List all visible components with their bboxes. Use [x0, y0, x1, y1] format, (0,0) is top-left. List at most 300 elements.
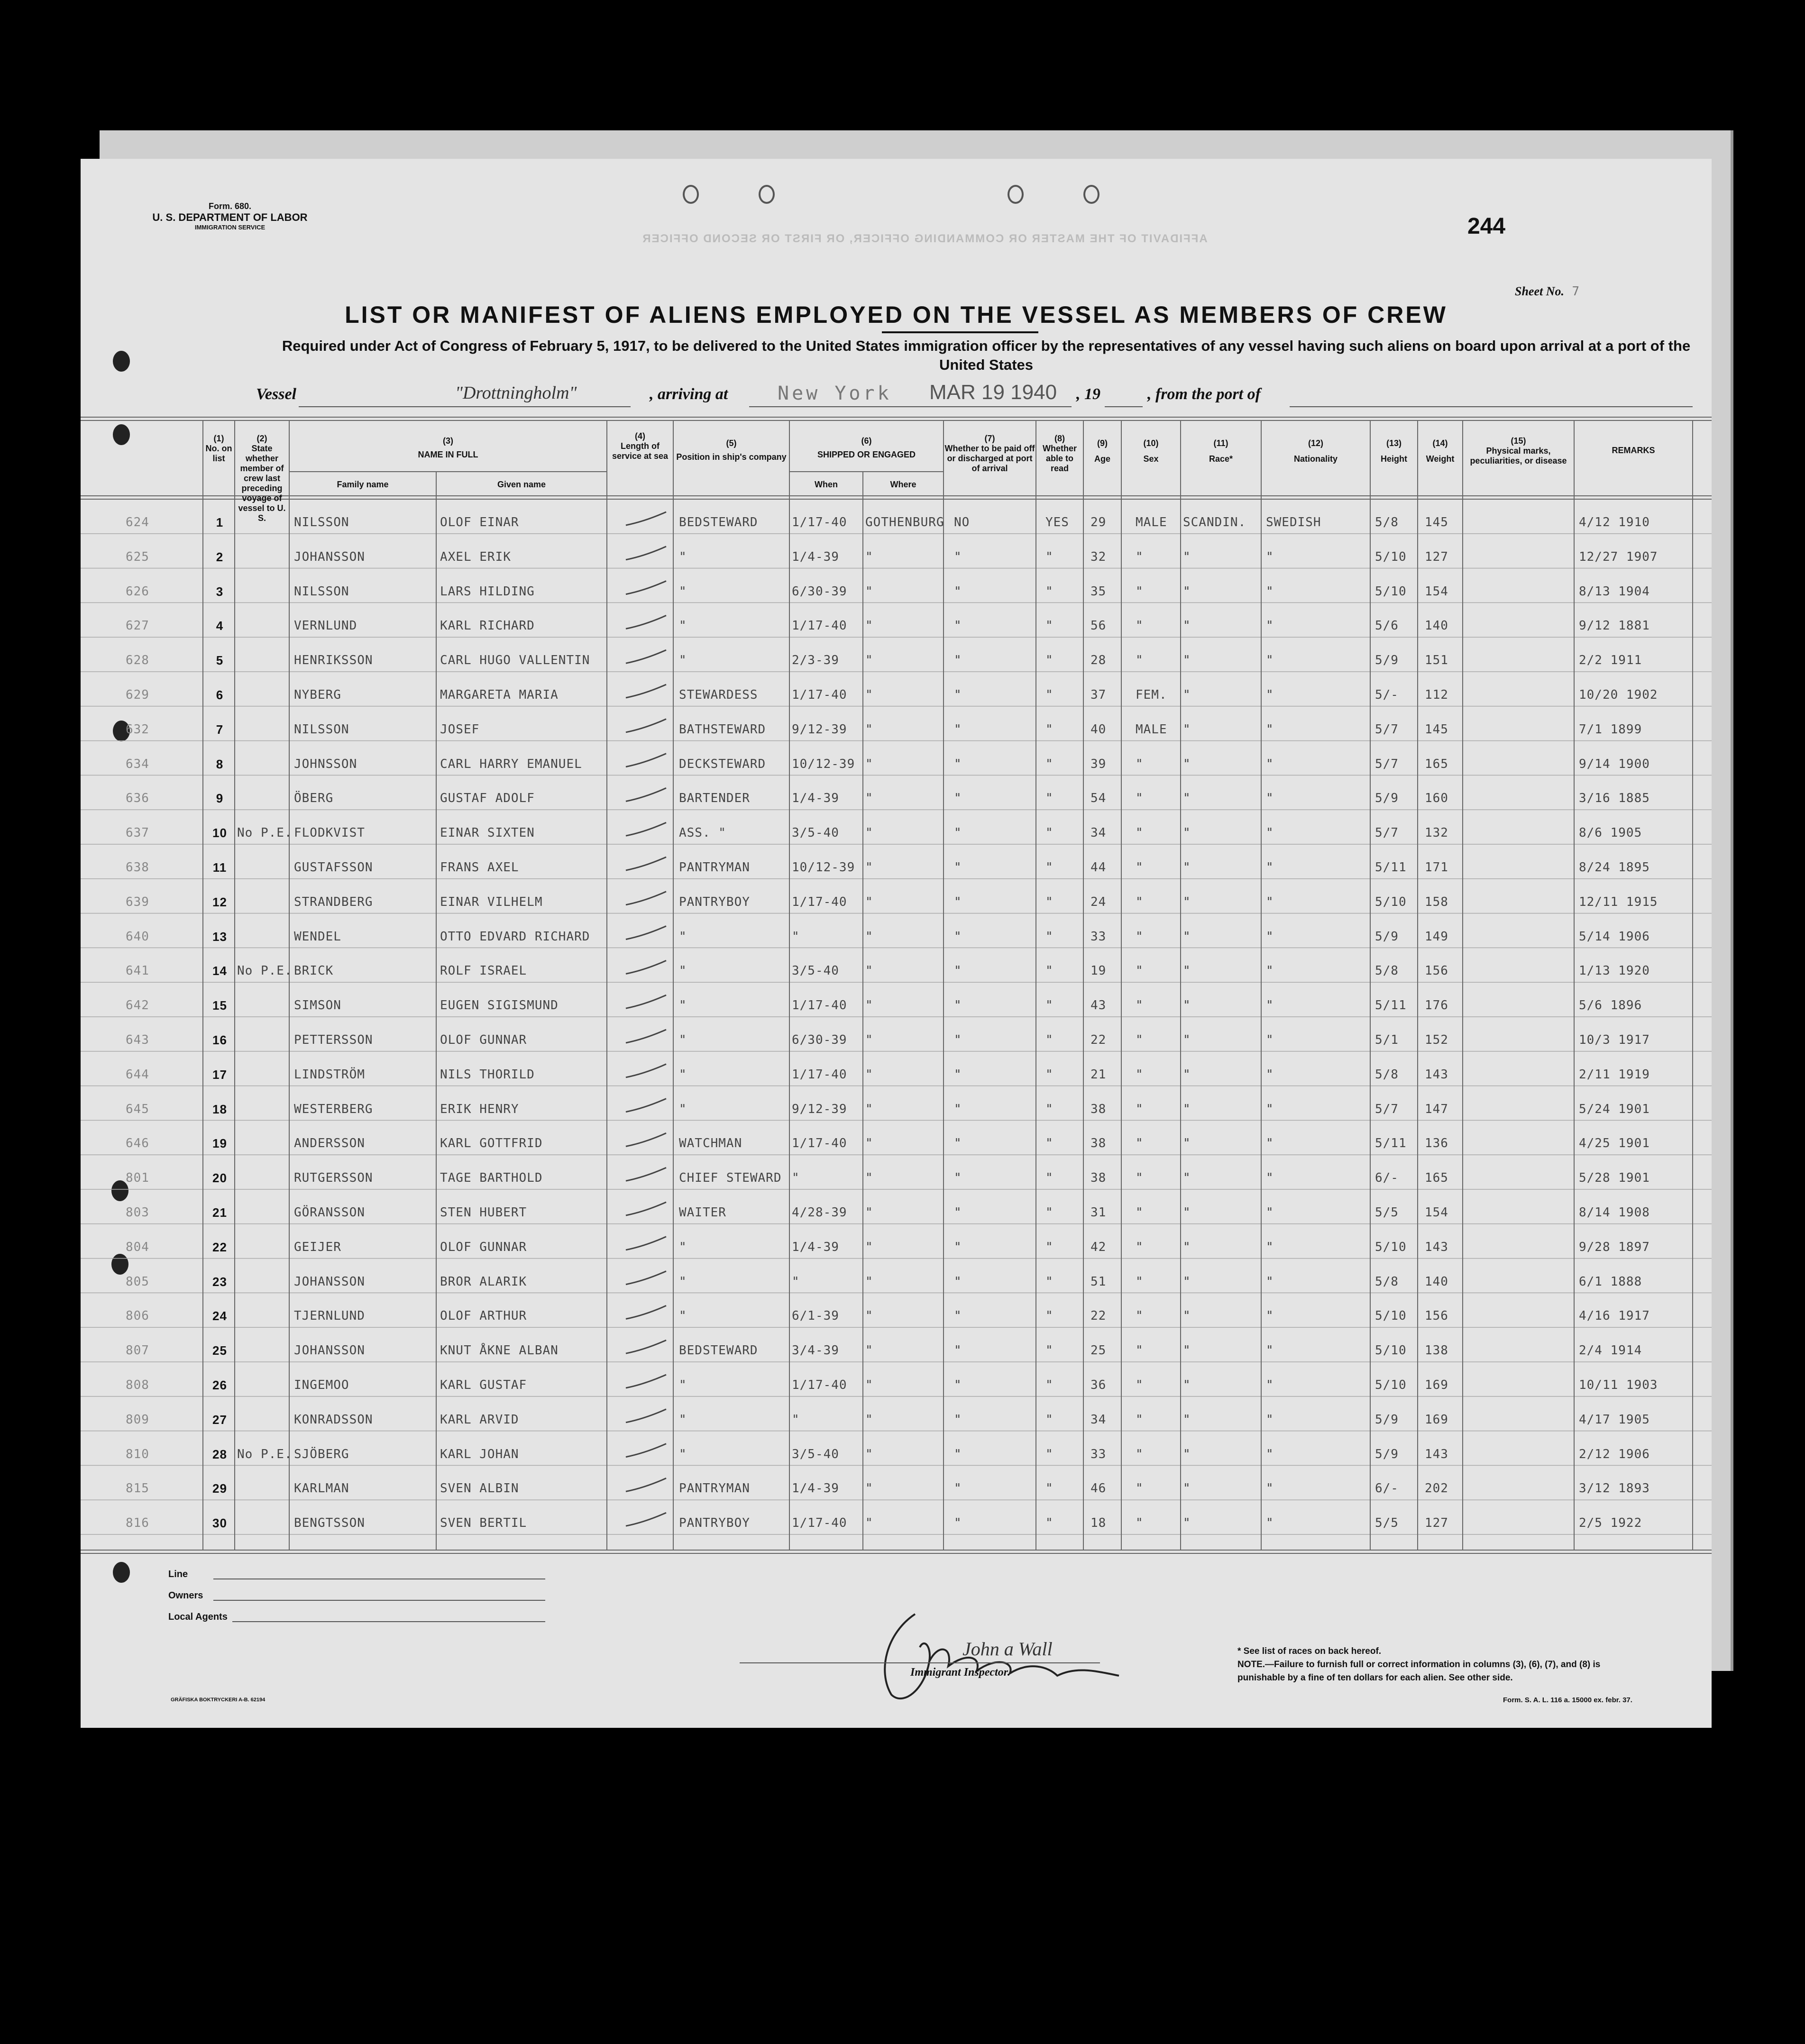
family-name: WENDEL: [294, 929, 341, 944]
sex: ": [1136, 964, 1144, 978]
able-to-read: ": [1045, 826, 1054, 840]
shipped-where: ": [865, 1171, 873, 1186]
paid-off: ": [954, 688, 962, 702]
able-to-read: ": [1045, 757, 1054, 771]
family-name: PETTERSSON: [294, 1033, 373, 1047]
remarks: 2/12 1906: [1579, 1447, 1650, 1461]
family-name: GUSTAFSSON: [294, 860, 373, 875]
given-name: OLOF EINAR: [440, 515, 519, 529]
height: 5/9: [1375, 653, 1399, 668]
shipped-when: 1/17-40: [792, 1378, 847, 1392]
paid-off: ": [954, 584, 962, 599]
race: ": [1183, 1516, 1191, 1531]
race: ": [1183, 653, 1191, 668]
sex: ": [1136, 1033, 1144, 1047]
paid-off: ": [954, 1240, 962, 1254]
height: 5/6: [1375, 619, 1399, 633]
family-name: JOHANSSON: [294, 549, 365, 564]
page-subtitle: Required under Act of Congress of February 5, 1917, to be delivered to the United States immigration officer by the representatives of any vessel having such aliens on board upon arrival at a port of the United States: [282, 338, 1691, 373]
position: PANTRYBOY: [679, 1516, 750, 1531]
height: 6/-: [1375, 1171, 1399, 1186]
sex: ": [1136, 826, 1144, 840]
weight: 112: [1425, 688, 1448, 702]
shipped-when: 4/28-39: [792, 1205, 847, 1220]
remarks: 6/1 1888: [1579, 1274, 1642, 1289]
able-to-read: ": [1045, 1378, 1054, 1392]
race: ": [1183, 1378, 1191, 1392]
able-to-read: ": [1045, 929, 1054, 944]
table-row: [81, 1017, 1712, 1050]
race: ": [1183, 1309, 1191, 1323]
col-when-header: When: [815, 480, 838, 489]
sex: ": [1136, 1240, 1144, 1254]
race: ": [1183, 1412, 1191, 1427]
age: 46: [1090, 1481, 1107, 1496]
row-number: 7: [216, 722, 224, 737]
weight: 202: [1425, 1481, 1448, 1496]
nationality: ": [1266, 1481, 1274, 1496]
family-name: BRICK: [294, 964, 334, 978]
shipped-when: ": [792, 1171, 800, 1186]
table-row: [81, 879, 1712, 912]
weight: 145: [1425, 515, 1448, 529]
margin-number: 810: [126, 1447, 149, 1461]
col-remarks-header: REMARKS: [1612, 446, 1655, 455]
shipped-where: ": [865, 1516, 873, 1531]
vessel-label: Vessel: [256, 385, 296, 403]
given-name: KARL GOTTFRID: [440, 1136, 543, 1151]
able-to-read: ": [1045, 1274, 1054, 1289]
row-number: 8: [216, 757, 224, 771]
shipped-where: ": [865, 1481, 873, 1496]
shipped-where: ": [865, 722, 873, 737]
given-name: STEN HUBERT: [440, 1205, 527, 1220]
height: 5/10: [1375, 584, 1407, 599]
remarks: 4/16 1917: [1579, 1309, 1650, 1323]
shipped-when: 3/5-40: [792, 964, 839, 978]
given-name: FRANS AXEL: [440, 860, 519, 875]
age: 51: [1090, 1274, 1107, 1289]
family-name: STRANDBERG: [294, 894, 373, 909]
shipped-when: 1/17-40: [792, 894, 847, 909]
margin-number: 646: [126, 1136, 149, 1151]
table-row: [81, 1293, 1712, 1326]
shipped-where: ": [865, 1067, 873, 1082]
col-weight-header: (14) Weight: [1426, 438, 1455, 464]
age: 29: [1090, 515, 1107, 529]
margin-number: 644: [126, 1067, 149, 1082]
sex: ": [1136, 1447, 1144, 1461]
family-name: KONRADSSON: [294, 1412, 373, 1427]
table-row: [81, 602, 1712, 636]
row-number: 11: [212, 860, 227, 875]
remarks: 1/13 1920: [1579, 964, 1650, 978]
shipped-when: 1/4-39: [792, 549, 839, 564]
given-name: EINAR VILHELM: [440, 894, 543, 909]
nationality: ": [1266, 688, 1274, 702]
margin-number: 806: [126, 1309, 149, 1323]
row-number: 12: [212, 894, 227, 909]
sex: ": [1136, 1102, 1144, 1116]
nationality: ": [1266, 1447, 1274, 1461]
sex: MALE: [1136, 722, 1167, 737]
position: CHIEF STEWARD: [679, 1171, 782, 1186]
remarks: 5/28 1901: [1579, 1171, 1650, 1186]
family-name: LINDSTRÖM: [294, 1067, 365, 1082]
given-name: OLOF GUNNAR: [440, 1033, 527, 1047]
position: ": [679, 1033, 687, 1047]
position: STEWARDESS: [679, 688, 758, 702]
shipped-where: ": [865, 653, 873, 668]
weight: 151: [1425, 653, 1448, 668]
paid-off: ": [954, 1343, 962, 1358]
table-row: [81, 1155, 1712, 1188]
position: DECKSTEWARD: [679, 757, 766, 771]
prev-voyage: No P.E.: [237, 964, 293, 978]
sex: ": [1136, 1516, 1144, 1531]
remarks: 12/11 1915: [1579, 894, 1658, 909]
paid-off: ": [954, 894, 962, 909]
row-number: 3: [216, 584, 224, 599]
shipped-where: ": [865, 1412, 873, 1427]
margin-number: 803: [126, 1205, 149, 1220]
given-name: TAGE BARTHOLD: [440, 1171, 543, 1186]
table-row: [81, 1500, 1712, 1533]
position: ": [679, 1067, 687, 1082]
margin-number: 645: [126, 1102, 149, 1116]
family-name: ANDERSSON: [294, 1136, 365, 1151]
col-read-header: (8) Whether able to read: [1043, 434, 1077, 473]
given-name: SVEN ALBIN: [440, 1481, 519, 1496]
row-number: 4: [216, 619, 224, 633]
age: 42: [1090, 1240, 1107, 1254]
nationality: ": [1266, 1274, 1274, 1289]
given-name: EINAR SIXTEN: [440, 826, 535, 840]
height: 5/8: [1375, 964, 1399, 978]
position: ": [679, 549, 687, 564]
able-to-read: ": [1045, 584, 1054, 599]
position: BATHSTEWARD: [679, 722, 766, 737]
col-position-header: (5) Position in ship's company: [676, 438, 787, 462]
race: ": [1183, 1033, 1191, 1047]
height: 5/11: [1375, 1136, 1407, 1151]
margin-number: 626: [126, 584, 149, 599]
owners-label: Owners: [168, 1590, 203, 1601]
family-name: VERNLUND: [294, 619, 357, 633]
vessel-name: "Drottningholm": [455, 383, 577, 403]
height: 5/10: [1375, 1309, 1407, 1323]
shipped-when: 9/12-39: [792, 722, 847, 737]
position: PANTRYMAN: [679, 860, 750, 875]
weight: 140: [1425, 619, 1448, 633]
age: 33: [1090, 1447, 1107, 1461]
table-row: [81, 568, 1712, 602]
sex: ": [1136, 653, 1144, 668]
col-paid-off-header: (7) Whether to be paid off or discharged at port of arrival: [944, 434, 1035, 473]
weight: 165: [1425, 757, 1448, 771]
shipped-where: ": [865, 860, 873, 875]
race: ": [1183, 1067, 1191, 1082]
shipped-where: ": [865, 1274, 873, 1289]
row-number: 20: [212, 1171, 227, 1186]
department-name: U. S. DEPARTMENT OF LABOR: [152, 211, 308, 223]
age: 22: [1090, 1309, 1107, 1323]
shipped-where: ": [865, 929, 873, 944]
shipped-when: 9/12-39: [792, 1102, 847, 1116]
arrival-port: New York: [778, 383, 892, 404]
race: ": [1183, 1481, 1191, 1496]
weight: 160: [1425, 791, 1448, 806]
paid-off: ": [954, 998, 962, 1013]
weight: 127: [1425, 549, 1448, 564]
family-name: GEIJER: [294, 1240, 341, 1254]
row-number: 9: [216, 791, 224, 806]
col-physical-marks-header: (15) Physical marks, peculiarities, or disease: [1470, 436, 1567, 465]
age: 39: [1090, 757, 1107, 771]
remarks: 2/11 1919: [1579, 1067, 1650, 1082]
page-number: 244: [1467, 214, 1506, 239]
able-to-read: ": [1045, 1481, 1054, 1496]
paid-off: ": [954, 1136, 962, 1151]
shipped-when: 6/30-39: [792, 584, 847, 599]
remarks: 4/12 1910: [1579, 515, 1650, 529]
height: 5/7: [1375, 757, 1399, 771]
race: ": [1183, 1274, 1191, 1289]
age: 32: [1090, 549, 1107, 564]
family-name: NILSSON: [294, 722, 349, 737]
margin-number: 804: [126, 1240, 149, 1254]
row-number: 2: [216, 549, 224, 564]
row-number: 1: [216, 515, 224, 529]
given-name: CARL HUGO VALLENTIN: [440, 653, 590, 668]
able-to-read: ": [1045, 1136, 1054, 1151]
height: 5/7: [1375, 826, 1399, 840]
row-number: 23: [212, 1274, 227, 1289]
table-row: [81, 1259, 1712, 1292]
shipped-when: ": [792, 1274, 800, 1289]
family-name: JOHNSSON: [294, 757, 357, 771]
age: 18: [1090, 1516, 1107, 1531]
nationality: ": [1266, 1378, 1274, 1392]
margin-number: 801: [126, 1171, 149, 1186]
height: 5/5: [1375, 1205, 1399, 1220]
table-row: [81, 775, 1712, 808]
able-to-read: ": [1045, 1171, 1054, 1186]
height: 5/7: [1375, 1102, 1399, 1116]
form-code: Form. S. A. L. 116 a. 15000 ex. febr. 37.: [1503, 1696, 1632, 1704]
height: 5/10: [1375, 1343, 1407, 1358]
manifest-sheet: [81, 159, 1712, 1728]
shipped-when: ": [792, 1412, 800, 1427]
age: 38: [1090, 1102, 1107, 1116]
margin-number: 637: [126, 826, 149, 840]
sex: ": [1136, 998, 1144, 1013]
col-where-header: Where: [890, 480, 916, 489]
height: 5/8: [1375, 1067, 1399, 1082]
height: 5/-: [1375, 688, 1399, 702]
remarks: 8/13 1904: [1579, 584, 1650, 599]
arriving-label: , arriving at: [650, 385, 728, 403]
given-name: EUGEN SIGISMUND: [440, 998, 559, 1013]
height: 6/-: [1375, 1481, 1399, 1496]
able-to-read: ": [1045, 1102, 1054, 1116]
service-name: IMMIGRATION SERVICE: [194, 224, 266, 231]
row-number: 28: [212, 1447, 227, 1461]
given-name: KARL ARVID: [440, 1412, 519, 1427]
paid-off: NO: [954, 515, 970, 529]
remarks: 3/16 1885: [1579, 791, 1650, 806]
row-number: 10: [212, 826, 227, 840]
shipped-when: 1/4-39: [792, 1481, 839, 1496]
remarks: 5/6 1896: [1579, 998, 1642, 1013]
height: 5/10: [1375, 894, 1407, 909]
sex: ": [1136, 929, 1144, 944]
given-name: ERIK HENRY: [440, 1102, 519, 1116]
position: ASS. ": [679, 826, 726, 840]
shipped-when: 10/12-39: [792, 757, 855, 771]
able-to-read: ": [1045, 1412, 1054, 1427]
able-to-read: ": [1045, 1033, 1054, 1047]
row-number: 17: [212, 1067, 227, 1082]
col-name-header: (3) NAME IN FULL: [418, 436, 478, 459]
paid-off: ": [954, 826, 962, 840]
race: ": [1183, 757, 1191, 771]
table-row: [81, 810, 1712, 843]
family-name: KARLMAN: [294, 1481, 349, 1496]
nationality: ": [1266, 998, 1274, 1013]
shipped-when: 1/17-40: [792, 688, 847, 702]
shipped-where: ": [865, 791, 873, 806]
nationality: ": [1266, 653, 1274, 668]
given-name: MARGARETA MARIA: [440, 688, 559, 702]
weight: 143: [1425, 1447, 1448, 1461]
given-name: OTTO EDVARD RICHARD: [440, 929, 590, 944]
sex: ": [1136, 757, 1144, 771]
paid-off: ": [954, 929, 962, 944]
given-name: OLOF ARTHUR: [440, 1309, 527, 1323]
weight: 147: [1425, 1102, 1448, 1116]
nationality: ": [1266, 1205, 1274, 1220]
height: 5/11: [1375, 998, 1407, 1013]
nationality: ": [1266, 549, 1274, 564]
sex: ": [1136, 1067, 1144, 1082]
row-number: 13: [212, 929, 227, 944]
paid-off: ": [954, 549, 962, 564]
race: ": [1183, 826, 1191, 840]
given-name: ROLF ISRAEL: [440, 964, 527, 978]
race: ": [1183, 1102, 1191, 1116]
race: SCANDIN.: [1183, 515, 1246, 529]
weight: 154: [1425, 1205, 1448, 1220]
paid-off: ": [954, 1481, 962, 1496]
position: BEDSTEWARD: [679, 515, 758, 529]
row-number: 27: [212, 1412, 227, 1427]
height: 5/7: [1375, 722, 1399, 737]
margin-number: 629: [126, 688, 149, 702]
able-to-read: ": [1045, 653, 1054, 668]
shipped-when: 6/30-39: [792, 1033, 847, 1047]
sex: ": [1136, 1136, 1144, 1151]
col-service-header: (4) Length of service at sea: [612, 431, 669, 461]
able-to-read: ": [1045, 1067, 1054, 1082]
table-row: [81, 534, 1712, 567]
position: WATCHMAN: [679, 1136, 742, 1151]
sex: ": [1136, 860, 1144, 875]
table-row: [81, 637, 1712, 670]
row-number: 5: [216, 653, 224, 668]
remarks: 8/24 1895: [1579, 860, 1650, 875]
able-to-read: ": [1045, 1309, 1054, 1323]
able-to-read: ": [1045, 1343, 1054, 1358]
paid-off: ": [954, 1102, 962, 1116]
given-name: LARS HILDING: [440, 584, 535, 599]
race: ": [1183, 964, 1191, 978]
race: ": [1183, 1343, 1191, 1358]
able-to-read: ": [1045, 1447, 1054, 1461]
age: 34: [1090, 826, 1107, 840]
fine-note: NOTE.—Failure to furnish full or correct information in columns (3), (6), (7), and (8) is punishable by a fine of ten dollars for each alien. See other side.: [1237, 1660, 1601, 1683]
shipped-when: ": [792, 929, 800, 944]
remarks: 7/1 1899: [1579, 722, 1642, 737]
nationality: ": [1266, 584, 1274, 599]
able-to-read: ": [1045, 688, 1054, 702]
prev-voyage: No P.E.: [237, 826, 293, 840]
given-name: OLOF GUNNAR: [440, 1240, 527, 1254]
position: BARTENDER: [679, 791, 750, 806]
weight: 152: [1425, 1033, 1448, 1047]
margin-number: 643: [126, 1033, 149, 1047]
able-to-read: ": [1045, 549, 1054, 564]
margin-number: 639: [126, 894, 149, 909]
shipped-when: 1/17-40: [792, 515, 847, 529]
height: 5/8: [1375, 515, 1399, 529]
row-number: 15: [212, 998, 227, 1013]
inspector-label: Immigrant Inspector.: [910, 1666, 1010, 1679]
page-title: LIST OR MANIFEST OF ALIENS EMPLOYED ON THE VESSEL AS MEMBERS OF CREW: [345, 301, 1448, 328]
family-name: JOHANSSON: [294, 1343, 365, 1358]
height: 5/9: [1375, 791, 1399, 806]
paid-off: ": [954, 1033, 962, 1047]
row-number: 24: [212, 1309, 227, 1323]
age: 33: [1090, 929, 1107, 944]
sex: ": [1136, 894, 1144, 909]
paid-off: ": [954, 1412, 962, 1427]
family-name: RUTGERSSON: [294, 1171, 373, 1186]
col-height-header: (13) Height: [1381, 438, 1407, 464]
age: 28: [1090, 653, 1107, 668]
row-number: 25: [212, 1343, 227, 1358]
paid-off: ": [954, 653, 962, 668]
prev-voyage: No P.E.: [237, 1447, 293, 1461]
nationality: SWEDISH: [1266, 515, 1321, 529]
margin-number: 638: [126, 860, 149, 875]
margin-number: 624: [126, 515, 149, 529]
col-shipped-header: (6) SHIPPED OR ENGAGED: [817, 436, 916, 459]
table-row: [81, 741, 1712, 774]
family-name: NILSSON: [294, 515, 349, 529]
age: 22: [1090, 1033, 1107, 1047]
race: ": [1183, 894, 1191, 909]
remarks: 5/24 1901: [1579, 1102, 1650, 1116]
line-label: Line: [168, 1569, 188, 1579]
shipped-when: 3/5-40: [792, 1447, 839, 1461]
position: ": [679, 584, 687, 599]
remarks: 8/6 1905: [1579, 826, 1642, 840]
sex: ": [1136, 619, 1144, 633]
shipped-where: ": [865, 1102, 873, 1116]
table-row: [81, 844, 1712, 877]
nationality: ": [1266, 860, 1274, 875]
